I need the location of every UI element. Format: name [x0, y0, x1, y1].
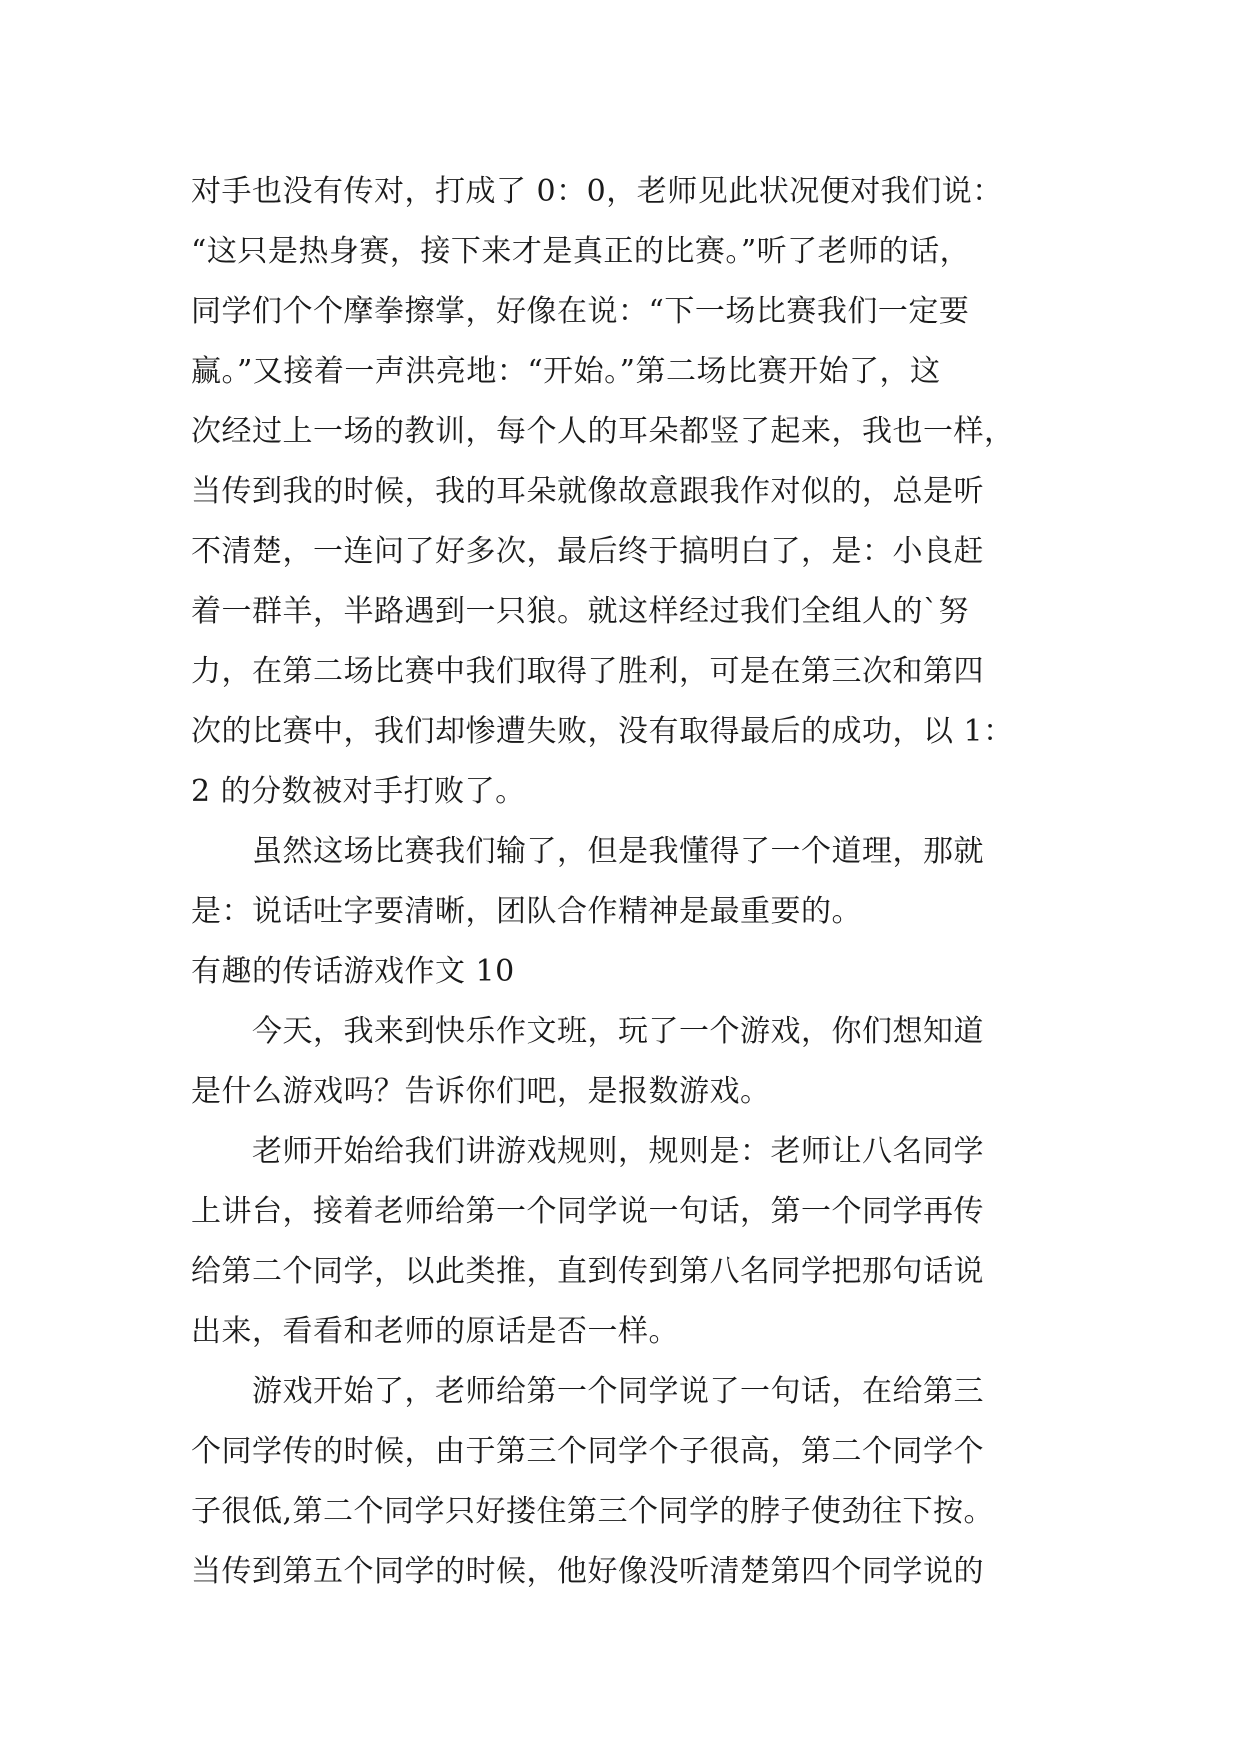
text-line: 着一群羊，半路遇到一只狼。就这样经过我们全组人的`努 — [191, 594, 969, 629]
essay-text-block — [191, 162, 1071, 1602]
text-line: 2 的分数被对手打败了。 — [191, 774, 526, 809]
text-line: 是：说话吐字要清晰，团队合作精神是最重要的。 — [191, 894, 862, 929]
text-line: 游戏开始了，老师给第一个同学说了一句话，在给第三 — [191, 1374, 984, 1409]
text-line: 当传到我的时候，我的耳朵就像故意跟我作对似的，总是听 — [191, 474, 984, 509]
text-line: 是什么游戏吗？告诉你们吧，是报数游戏。 — [191, 1074, 771, 1109]
text-line: 当传到第五个同学的时候，他好像没听清楚第四个同学说的 — [191, 1554, 984, 1589]
text-line: 对手也没有传对，打成了 0：0，老师见此状况便对我们说： — [191, 174, 1003, 209]
text-line: 老师开始给我们讲游戏规则，规则是：老师让八名同学 — [191, 1134, 984, 1169]
text-line: “这只是热身赛，接下来才是真正的比赛。”听了老师的话， — [191, 234, 971, 269]
text-line: 虽然这场比赛我们输了，但是我懂得了一个道理，那就 — [191, 834, 984, 869]
text-line: 出来，看看和老师的原话是否一样。 — [191, 1314, 679, 1349]
text-line: 力，在第二场比赛中我们取得了胜利，可是在第三次和第四 — [191, 654, 984, 689]
text-line: 不清楚，一连问了好多次，最后终于搞明白了，是：小良赶 — [191, 534, 984, 569]
text-line: 给第二个同学，以此类推，直到传到第八名同学把那句话说 — [191, 1254, 984, 1289]
text-line: 同学们个个摩拳擦掌，好像在说：“下一场比赛我们一定要 — [191, 294, 970, 329]
text-line: 个同学传的时候，由于第三个同学个子很高，第二个同学个 — [191, 1434, 984, 1469]
text-line: 赢。”又接着一声洪亮地：“开始。”第二场比赛开始了，这 — [191, 354, 941, 389]
text-line: 次经过上一场的教训，每个人的耳朵都竖了起来，我也一样， — [191, 414, 1015, 449]
text-line: 次的比赛中，我们却惨遭失败，没有取得最后的成功，以 1： — [191, 714, 1014, 749]
text-line: 上讲台，接着老师给第一个同学说一句话，第一个同学再传 — [191, 1194, 984, 1229]
section-title: 有趣的传话游戏作文 10 — [191, 954, 515, 989]
text-line: 子很低,第二个同学只好搂住第三个同学的脖子使劲往下按。 — [191, 1494, 995, 1529]
text-line: 今天，我来到快乐作文班，玩了一个游戏，你们想知道 — [191, 1014, 984, 1049]
